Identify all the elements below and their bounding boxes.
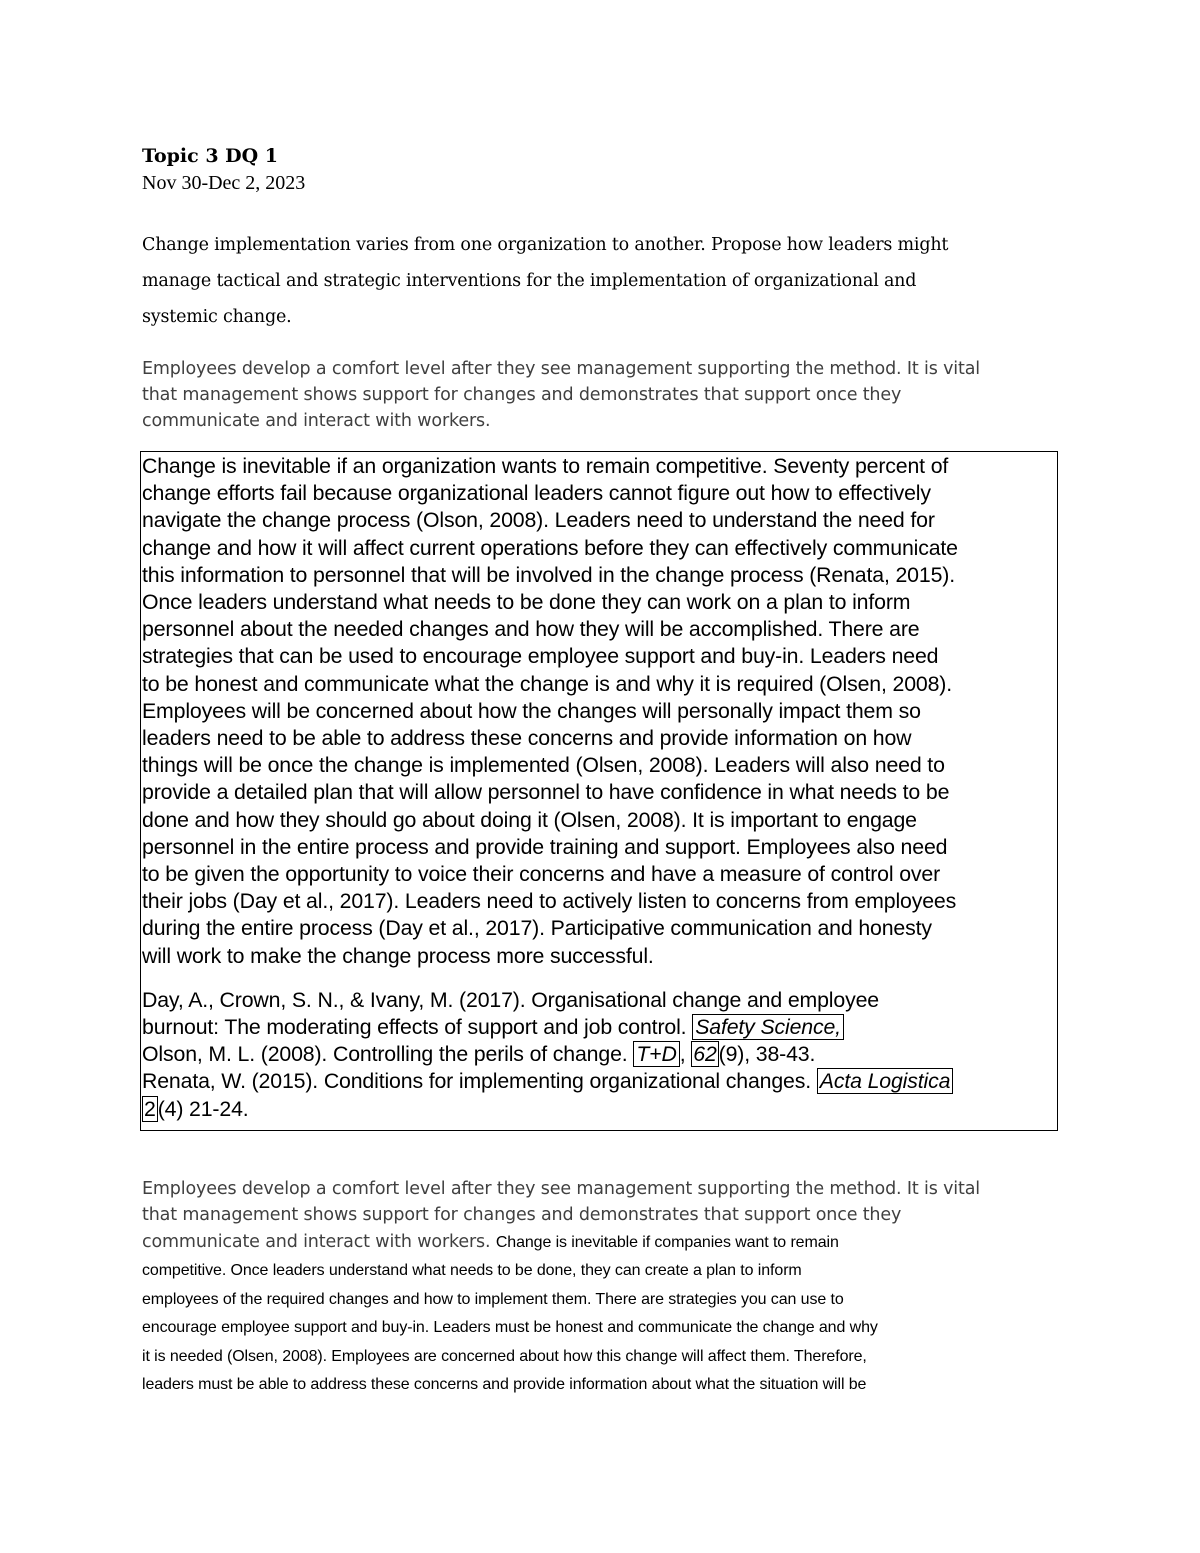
references xyxy=(142,987,1062,1123)
reference-text: Olson, M. L. (2008). Controlling the perils of change. xyxy=(142,1042,634,1067)
rewrite-line: encourage employee support and buy-in. Leaders must be honest and communicate the change and why xyxy=(142,1319,878,1336)
post-line: change efforts fail because organizational leaders cannot figure out how to effectively xyxy=(142,481,931,506)
post-line: to be honest and communicate what the change is and why it is required (Olsen, 2008). xyxy=(142,671,953,696)
post-line: Once leaders understand what needs to be done they can work on a plan to inform xyxy=(142,590,911,615)
reference-separator: , xyxy=(679,1042,692,1067)
prompt-line: systemic change. xyxy=(142,307,292,327)
reference-text: burnout: The moderating effects of support and job control. xyxy=(142,1015,693,1040)
reference-line xyxy=(142,1041,1062,1068)
post-line: things will be once the change is implemented (Olsen, 2008). Leaders will also need to xyxy=(142,753,945,778)
post-line: to be given the opportunity to voice their concerns and have a measure of control over xyxy=(142,862,941,887)
reference-line: Day, A., Crown, S. N., & Ivany, M. (2017). Organisational change and employee xyxy=(142,987,879,1012)
page-title: Topic 3 DQ 1 xyxy=(142,145,279,167)
rewrite-text-black: Change is inevitable if companies want to remain xyxy=(495,1234,839,1251)
post-line: will work to make the change process more successful. xyxy=(142,943,654,968)
reference-line xyxy=(142,1014,1062,1041)
rewrite-line xyxy=(142,1228,1072,1257)
rewrite-line: competitive. Once leaders understand what needs to be done, they can create a plan to inform xyxy=(142,1262,802,1279)
discussion-prompt xyxy=(142,227,1062,335)
post-line: personnel in the entire process and provide training and support. Employees also need xyxy=(142,834,948,859)
journal-title: T+D xyxy=(633,1041,679,1067)
boxed-post xyxy=(142,453,1062,1123)
intro-line: Employees develop a comfort level after they see management supporting the method. It is vital xyxy=(142,359,981,379)
reference-line xyxy=(142,1096,1062,1123)
post-line: Change is inevitable if an organization wants to remain competitive. Seventy percent of xyxy=(142,454,949,478)
post-line: navigate the change process (Olson, 2008). Leaders need to understand the need for xyxy=(142,508,935,533)
journal-volume: 62 xyxy=(693,1042,717,1067)
post-line: during the entire process (Day et al., 2017). Participative communication and honesty xyxy=(142,916,932,941)
post-line: change and how it will affect current operations before they can effectively communicate xyxy=(142,535,958,560)
rewrite-line: Employees develop a comfort level after they see management supporting the method. It is vital xyxy=(142,1179,981,1199)
intro-line: that management shows support for changes and demonstrates that support once they xyxy=(142,385,902,405)
date-range: Nov 30-Dec 2, 2023 xyxy=(142,172,306,194)
rewrite-line: that management shows support for changes and demonstrates that support once they xyxy=(142,1205,902,1225)
reference-text: (9), 38-43. xyxy=(718,1042,816,1067)
journal-title: Safety Science, xyxy=(692,1014,844,1040)
post-line: strategies that can be used to encourage employee support and buy-in. Leaders need xyxy=(142,644,939,669)
rewrite-text-gray: communicate and interact with workers. xyxy=(142,1232,496,1252)
journal-volume: 2 xyxy=(144,1096,156,1121)
rewrite-line: employees of the required changes and how to implement them. There are strategies you can use to xyxy=(142,1290,844,1308)
post-line: this information to personnel that will be involved in the change process (Renata, 2015). xyxy=(142,562,955,587)
reference-line xyxy=(142,1068,1062,1095)
intro-line: communicate and interact with workers. xyxy=(142,411,491,431)
reference-text: (4) 21-24. xyxy=(157,1096,249,1121)
post-line: personnel about the needed changes and how they will be accomplished. There are xyxy=(142,617,920,642)
rewritten-response xyxy=(142,1176,1072,1400)
journal-title: Acta Logistica xyxy=(817,1068,954,1094)
response-intro xyxy=(142,356,1072,434)
prompt-line: Change implementation varies from one organization to another. Propose how leaders might xyxy=(142,235,949,255)
rewrite-line: it is needed (Olsen, 2008). Employees are concerned about how this change will affect them. Therefore, xyxy=(142,1347,867,1365)
post-line: leaders need to be able to address these concerns and provide information on how xyxy=(142,726,912,751)
post-line: Employees will be concerned about how the changes will personally impact them so xyxy=(142,698,921,723)
post-line: done and how they should go about doing it (Olsen, 2008). It is important to engage xyxy=(142,807,917,832)
prompt-line: manage tactical and strategic interventions for the implementation of organizational and xyxy=(142,271,917,291)
post-line: their jobs (Day et al., 2017). Leaders need to actively listen to concerns from employees xyxy=(142,889,957,914)
post-line: provide a detailed plan that will allow personnel to have confidence in what needs to be xyxy=(142,780,950,805)
reference-text: Renata, W. (2015). Conditions for implementing organizational changes. xyxy=(142,1069,817,1094)
rewrite-line: leaders must be able to address these concerns and provide information about what the situation will be xyxy=(142,1376,867,1393)
